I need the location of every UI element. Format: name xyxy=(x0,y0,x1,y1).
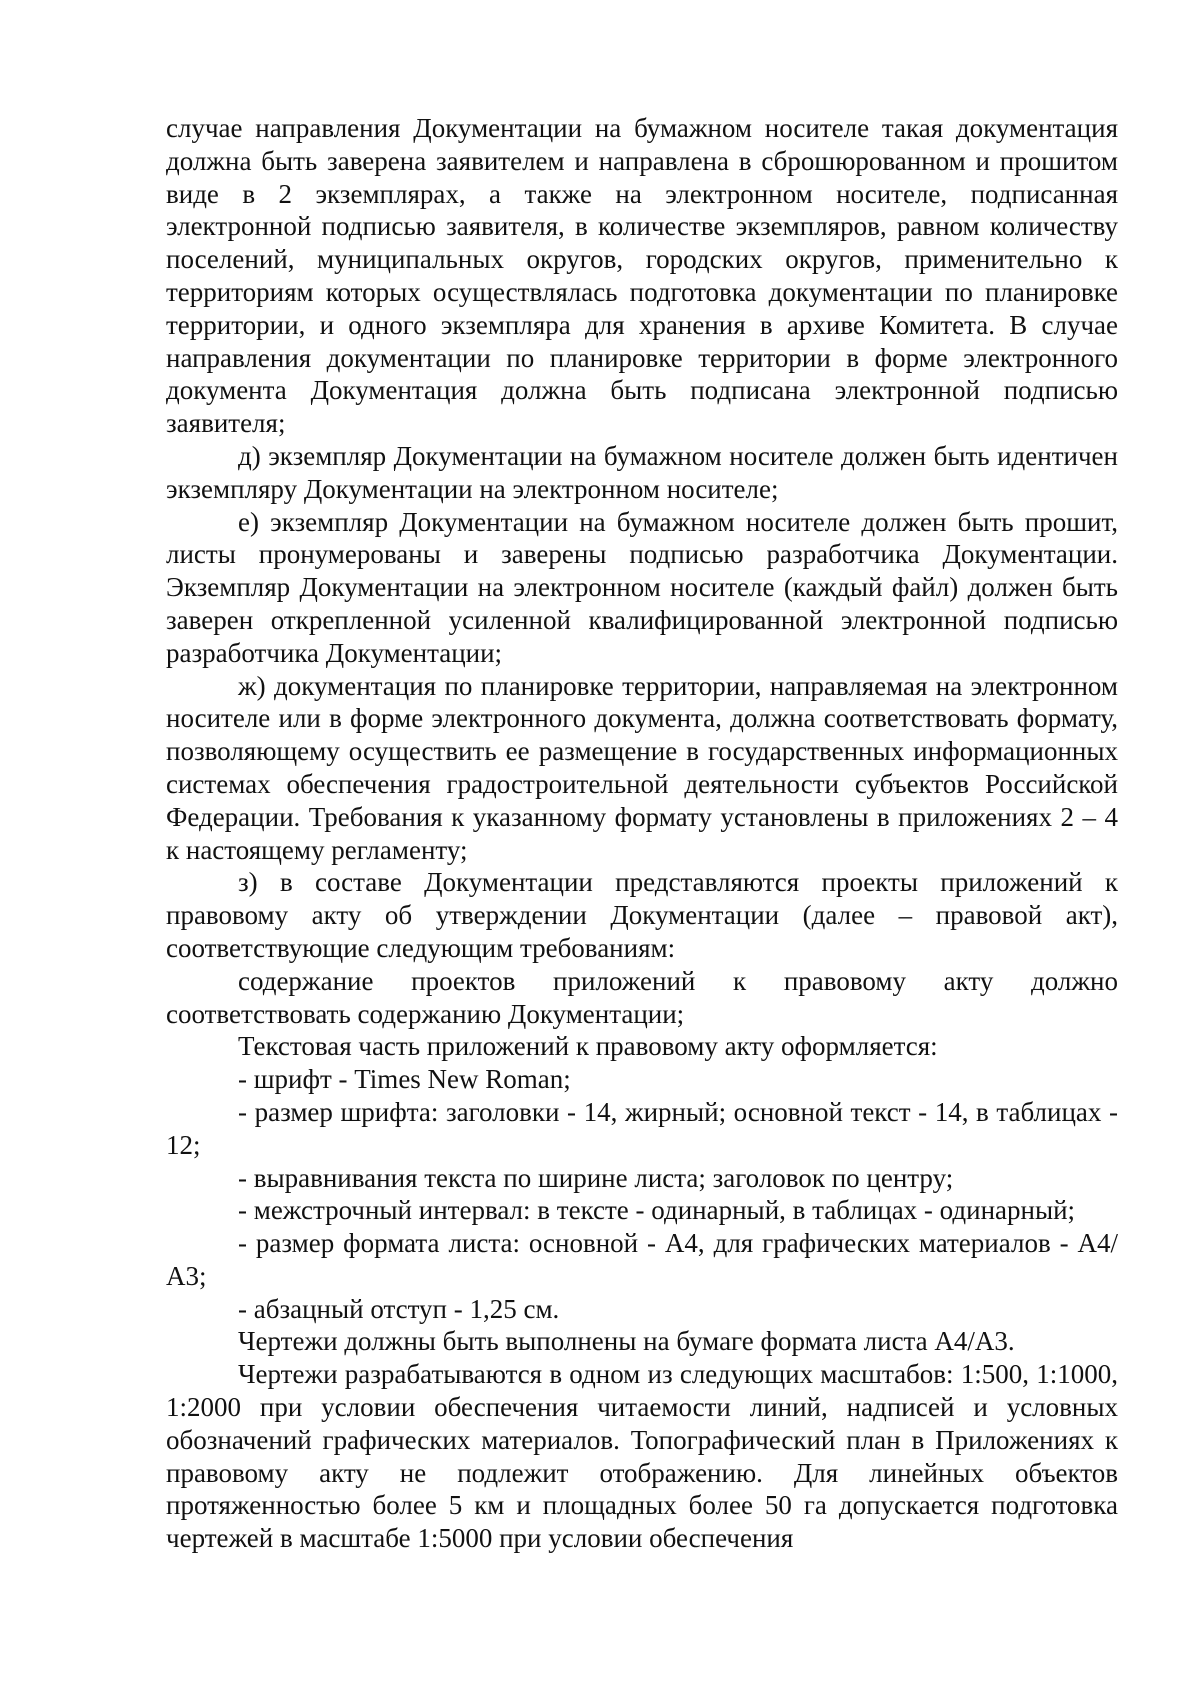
list-item-line-spacing: - межстрочный интервал: в тексте - одинарный, в таблицах - одинарный; xyxy=(238,1195,1076,1226)
paragraph-content-requirement: содержание проектов приложений к правовому акту должно соответствовать содержанию Документации; xyxy=(166,965,1118,1029)
list-item-alignment: - выравнивания текста по ширине листа; заголовок по центру; xyxy=(238,1162,954,1193)
list-item-font-size: - размер шрифта: заголовки - 14, жирный; основной текст - 14, в таблицах - 12; xyxy=(166,1096,1118,1160)
paragraph-text-part-heading: Текстовая часть приложений к правовому акту оформляется: xyxy=(238,1031,938,1062)
paragraph-continuation: случае направления Документации на бумажном носителе такая документация должна быть заверена заявителем и направлена в сброшюрованном и прошитом виде в 2 экземплярах, а также на электронном носителе, подписанная электронной подписью заявителя, в количестве экземпляров, равном количеству поселений, муниципальных округов, городских округов, применительно к территориям которых осуществлялась подготовка документации по планировке территории, и одного экземпляра для хранения в архиве Комитета. В случае направления документации по планировке территории в форме электронного документа Документация должна быть подписана электронной подписью заявителя; xyxy=(166,113,1118,439)
paragraph-drawings-scale: Чертежи разрабатываются в одном из следующих масштабов: 1:500, 1:1000, 1:2000 при условии обеспечения читаемости линий, надписей и условных обозначений графических материалов. Топографический план в Приложениях к правовому акту не подлежит отображению. Для линейных объектов протяженностью более 5 км и площадных более 50 га допускается подготовка чертежей в масштабе 1:5000 при условии обеспечения xyxy=(166,1359,1118,1554)
paragraph-item-z: з) в составе Документации представляются проекты приложений к правовому акту об утверждении Документации (далее – правовой акт), соответствующие следующим требованиям: xyxy=(166,867,1118,963)
list-item-paragraph-indent: - абзацный отступ - 1,25 см. xyxy=(238,1293,560,1324)
paragraph-drawings-paper: Чертежи должны быть выполнены на бумаге формата листа А4/А3. xyxy=(238,1326,1015,1357)
paragraph-item-zh: ж) документация по планировке территории, направляемая на электронном носителе или в форме электронного документа, должна соответствовать формату, позволяющему осуществить ее размещение в государственных информационных системах обеспечения градостроительной деятельности субъектов Российской Федерации. Требования к указанному формату установлены в приложениях 2 – 4 к настоящему регламенту; xyxy=(166,670,1118,865)
paragraph-item-d: д) экземпляр Документации на бумажном носителе должен быть идентичен экземпляру Документации на электронном носителе; xyxy=(166,440,1118,504)
paragraph-item-e: е) экземпляр Документации на бумажном носителе должен быть прошит, листы пронумерованы и заверены подписью разработчика Документации. Экземпляр Документации на электронном носителе (каждый файл) должен быть заверен открепленной усиленной квалифицированной электронной подписью разработчика Документации; xyxy=(166,506,1118,668)
list-item-font: - шрифт - Times New Roman; xyxy=(238,1064,571,1095)
list-item-sheet-format: - размер формата листа: основной - А4, для графических материалов - А4/А3; xyxy=(166,1228,1118,1291)
document-page xyxy=(166,112,1118,1555)
